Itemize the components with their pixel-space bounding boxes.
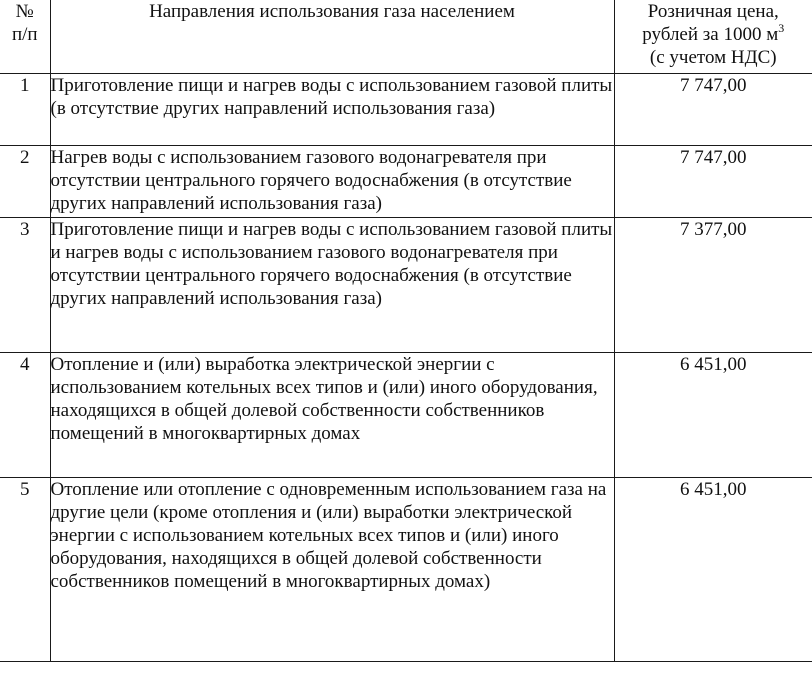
header-price-line1: Розничная цена, (647, 1, 779, 22)
header-direction (50, 0, 614, 74)
row-direction: Отопление или отопление с одновременным использованием газа на другие цели (кроме отопления и (или) выработки электрической энергии с использованием котельных всех типов и (или) иного оборудования, находящихся в общей долевой собственности собственников помещений в многоквартирных домах) (50, 478, 614, 662)
header-number (0, 0, 50, 74)
row-direction: Приготовление пищи и нагрев воды с использованием газовой плиты (в отсутствие других направлений использования газа) (50, 74, 614, 146)
row-price: 7 747,00 (614, 146, 812, 218)
row-direction: Нагрев воды с использованием газового водонагревателя при отсутствии центрального горячего водоснабжения (в отсутствие других направлений использования газа) (50, 146, 614, 218)
header-price-superscript: 3 (778, 20, 785, 35)
header-direction-label: Направления использования газа населением (149, 1, 515, 22)
table-row (0, 146, 812, 218)
header-price (614, 0, 812, 74)
row-number: 5 (0, 478, 50, 662)
table-row (0, 74, 812, 146)
row-price: 6 451,00 (614, 353, 812, 478)
header-number-abbr: п/п (11, 24, 38, 45)
row-price: 7 747,00 (614, 74, 812, 146)
table-row (0, 353, 812, 478)
row-direction: Отопление и (или) выработка электрической энергии с использованием котельных всех типов и (или) иного оборудования, находящихся в общей долевой собственности собственников помещений в многоквартирных домах (50, 353, 614, 478)
row-number: 4 (0, 353, 50, 478)
header-price-line2: рублей за 1000 $м^3$ (642, 20, 785, 45)
row-number: 2 (0, 146, 50, 218)
row-direction: Приготовление пищи и нагрев воды с использованием газовой плиты и нагрев воды с использованием газового водонагревателя при отсутствии центрального горячего водоснабжения (в отсутствие других направлений использования газа) (50, 218, 614, 353)
row-number: 1 (0, 74, 50, 146)
row-number: 3 (0, 218, 50, 353)
row-price: 7 377,00 (614, 218, 812, 353)
header-number-symbol: № (15, 1, 34, 22)
table-row (0, 218, 812, 353)
header-price-line3: (с учетом НДС) (649, 47, 777, 68)
table-header-row (0, 0, 812, 74)
row-price: 6 451,00 (614, 478, 812, 662)
table-row (0, 478, 812, 662)
